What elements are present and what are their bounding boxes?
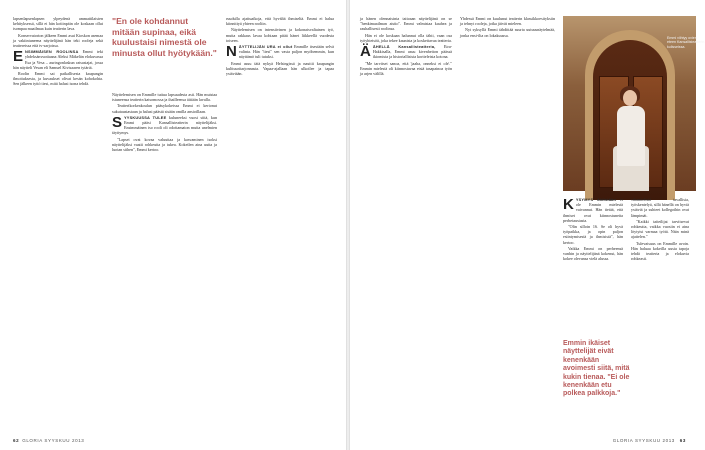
drop-cap: N xyxy=(226,43,237,61)
page-footer xyxy=(613,438,686,443)
paragraph: vihamielisiä tavallisia, työskentelyä, sillä hänellä on hyviä ystäviä ja suhteet kollegoihin ovat lämpimät. xyxy=(631,197,689,218)
magazine-name: GLORIA SYYSKUU 2013 xyxy=(22,438,85,443)
paragraph: Emmi teki yhdeksänvuotiaana Aleksi Mäkelän elokuvassa Esa ja Vesa – auringonlaskun ratsastajat, jossa hän näytteli Vesan eli Samuel Kivisaaren tytärtä. xyxy=(13,49,104,70)
left-column-2 xyxy=(112,92,217,422)
paragraph: ja hänen olennaisinta taitoaan näyttelijänä on se "henkimaailman aistio". Emmi valmistaa kauhea ja rauhallisesti roolinsa. xyxy=(360,16,452,32)
right-column-2 xyxy=(460,16,555,422)
paragraph: Nyt syksyllä Emmi tähdittää suurta uutuusnäytelmää, jonka ensi-ilta on lokakuussa. xyxy=(460,27,555,38)
section-opening xyxy=(13,49,103,70)
pull-quote: Emmin ikäiset näyttelijät eivät kenenkään avoimesti siitä, mitä kukin tienaa. "Ei ole kenenkään etu polkea palkkoja." xyxy=(563,340,630,398)
lead-in: YYSKUUSSA TULEE xyxy=(124,114,167,120)
paragraph: Hän ei ole koskaan halunnut olla tähti, vaan osa työyhteisöä, joka tekee kaunista ja koskettavaa teatteria. xyxy=(360,32,452,43)
paragraph: ruudulla ajattuaikoja, että hyvältä ihmiseltä. Emmi ei halua kiinnittyä yhteen rooliin. xyxy=(226,16,334,27)
paragraph: Roolin Emmi sai paikallisesta kaupungin ilmoituksesta, ja kuvaukset olivat kesän kohokohta. Sen jälkeen tyttö tiesi, mitä halusi isona tehdä. xyxy=(13,71,103,87)
drop-cap: K xyxy=(563,196,574,213)
paragraph: Eira-Hakkisalla, Emmi asuu kivenheiton päässä ikiomista ja historiallisista kortteleista kotona. xyxy=(372,44,452,60)
drop-cap: Ä xyxy=(360,43,371,61)
section-opening xyxy=(112,115,217,136)
right-page xyxy=(350,0,705,450)
drop-cap: S xyxy=(112,113,123,131)
lead-in: NSIMMÄISEN ROOLINSA xyxy=(25,49,79,55)
paragraph: Näyttelemisen on intensiivinen ja kokonaisvaltainen työ, mutta rakkaus lavaa kohtaan pitää hänet liikkeellä vuodesta toiseen. xyxy=(226,27,334,43)
page-number: 63 xyxy=(679,438,686,443)
paragraph: Emmille itsestään selvä valinta. Hän "tiesi" sen vasta paljon myöhemmin, kun näyttämö tuli tutuksi. xyxy=(238,44,334,60)
section-opening xyxy=(563,197,623,223)
section-opening xyxy=(360,44,452,60)
page-footer xyxy=(13,438,84,443)
right-column-4 xyxy=(631,197,689,422)
paragraph: Tulevaisuus on Emmille avoin. Hän haluaa kokeilla uusia tapoja tehdä teatteria ja elokuvia rohkeasti. xyxy=(631,240,689,262)
paragraph: kuluneeksi vuosi siitä, kun Emmi pääsi Kansallisteatterin näyttelijäksi. Ensimmäinen iso rooli oli odottamaton mutta unelmien täyttymys. xyxy=(112,114,217,136)
lead-in: ÄHELLÄ Kansallisteatteria, xyxy=(372,44,436,50)
paragraph: Yhdessä Emmi on kuulunut teatterin klassikkoesityksiin ja tehnyt rooleja, jotka jäivät mieleen. xyxy=(460,16,555,27)
paragraph: Teatterikorkeakoulun pääsykokeissa Emmi ei kertonut sukutaustastaan ja halusi päästä sisään omilla ansioillaan. xyxy=(112,103,217,114)
paragraph: Emmi asuu tätä nykyä Helsingissä ja nauttii kaupungin kulttuuritarjonnasta. Vapaa-ajallaan hän ulkoilee ja tapaa ystäviään. xyxy=(226,60,334,77)
paragraph: Näyttelemisen on Emmille tuttua lapsuudesta asti. Hän muistaa istuneensa teatterin katsomossa ja ihailleensa äitiään lavalla. xyxy=(112,92,217,103)
pull-quote: "En ole kohdannut mitään supinaa, eikä kuulustaisi nimestä ole minusta ollut hyötykään." xyxy=(112,16,217,58)
figure-body xyxy=(617,106,645,166)
paragraph: Konservatorion jälkeen Emmi asui Kioskon asemaa ja vakiintuneena näyttelijänä hän teki rooleja sekä teattereissa että tv-sarjoissa. xyxy=(13,32,103,49)
paragraph: Vaikka Emmi on perheensä vanhin ja näyttelijänä kokenut, hän kokee olevansa vielä alussa. xyxy=(563,245,623,262)
paragraph: "Kaikki taiteilijat tarvitsevat rohkeutta, vaikka vuosiin ei aina löytyisi varmaa työtä. Näin minä ajattelen." xyxy=(631,218,689,240)
lead-in: ÄYTTELIJÄN URA ei ollut xyxy=(238,44,293,50)
page-number: 62 xyxy=(13,438,20,443)
portrait-photo xyxy=(563,16,705,191)
section-opening xyxy=(226,44,334,60)
photo-caption: Emmi viihtyy ovien eteen Kansallisteatterin kulisseissa. xyxy=(667,36,705,49)
paragraph: "Lapset ovat kovaa valuuttaa ja kasvaminen isoksi näyttelijäksi vaatii rohkeutta ja tukea. Kokeilen aina uutta ja luotan siihen", Emmi kertoo. xyxy=(112,136,217,153)
left-column-1 xyxy=(13,16,103,422)
paragraph: "Me tarvitset sanoa, että 'jaaha, onneksi ei ole'." Emmin mielestä oli kiinnostavaa etsiä tasapainoa työn ja arjen välillä. xyxy=(360,60,452,77)
drop-cap: E xyxy=(13,48,24,66)
paragraph: "Olin silloin 16. Se oli hyvä työpaikka, ja opin paljon esiintymisestä ja ihmisistä", hän kertoo. xyxy=(563,224,623,245)
figure-head xyxy=(623,90,637,106)
left-column-3 xyxy=(226,16,334,422)
right-column-1 xyxy=(360,16,452,422)
paragraph: lapsenlapsenlapsen ylpeydenä ammattilaisten kehityksessä, sillä ei hän kotiinpäin ole koskaan ollut isompaa maailmaa kuin teatterin lava. xyxy=(13,16,103,32)
paragraph: ei ole Emmin mielestä vaivannut. Hän tietää, että ihmiset ovat kiinnostuneita perhetaustasta. xyxy=(563,197,623,223)
magazine-name: GLORIA SYYSKUU 2013 xyxy=(612,438,675,443)
lead-in: YSYMYS äidistään xyxy=(575,197,617,202)
left-page xyxy=(0,0,346,450)
